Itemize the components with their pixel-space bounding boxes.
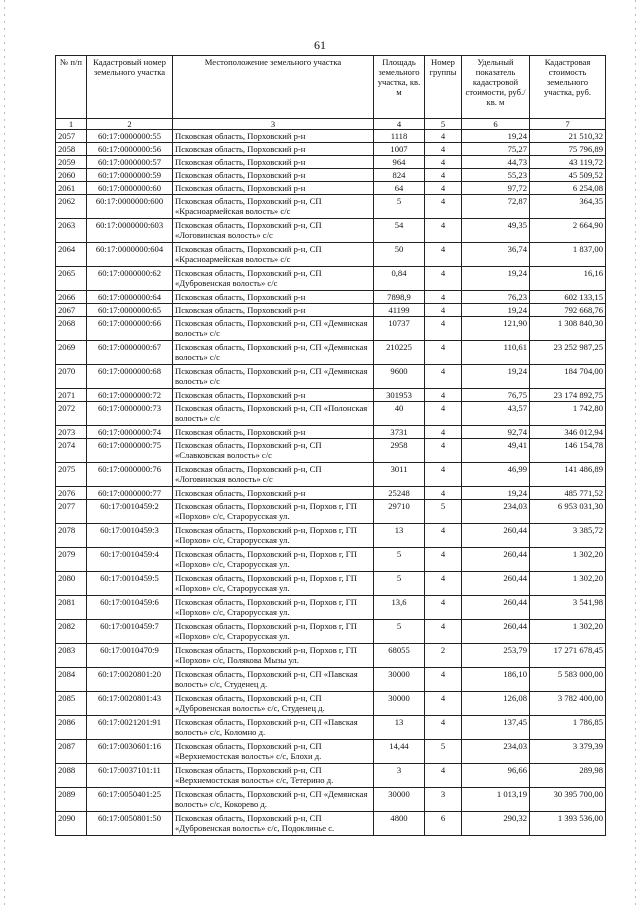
cadastral-cost: 17 271 678,45 xyxy=(530,644,606,668)
group-number: 6 xyxy=(425,812,462,836)
unit-value: 19,24 xyxy=(462,267,530,291)
table-row xyxy=(56,219,606,243)
header-area: Площадь земельного участка, кв. м xyxy=(374,56,425,119)
table-row xyxy=(56,291,606,304)
location: Псковская область, Порховский р-н, Порхов г, ГП «Порхов» с/с, Старорусская ул. xyxy=(173,524,374,548)
location: Псковская область, Порховский р-н xyxy=(173,130,374,143)
area: 2958 xyxy=(374,439,425,463)
area: 5 xyxy=(374,572,425,596)
table-row xyxy=(56,596,606,620)
cadastral-number: 60:17:0037101:11 xyxy=(87,764,173,788)
area: 0,84 xyxy=(374,267,425,291)
location: Псковская область, Порховский р-н, СП «Славковская волость» с/с xyxy=(173,439,374,463)
unit-value: 290,32 xyxy=(462,812,530,836)
row-number: 2064 xyxy=(56,243,87,267)
cadastral-number: 60:17:0000000:65 xyxy=(87,304,173,317)
row-number: 2057 xyxy=(56,130,87,143)
cadastral-number: 60:17:0000000:68 xyxy=(87,365,173,389)
cadastral-number: 60:17:0000000:77 xyxy=(87,487,173,500)
group-number: 4 xyxy=(425,620,462,644)
unit-value: 19,24 xyxy=(462,487,530,500)
table-row xyxy=(56,426,606,439)
row-number: 2071 xyxy=(56,389,87,402)
location: Псковская область, Порховский р-н, Порхов г, ГП «Порхов» с/с, Старорусская ул. xyxy=(173,620,374,644)
row-number: 2061 xyxy=(56,182,87,195)
group-number: 4 xyxy=(425,291,462,304)
unit-value: 72,87 xyxy=(462,195,530,219)
area: 40 xyxy=(374,402,425,426)
page-number: 61 xyxy=(314,38,326,52)
area: 4800 xyxy=(374,812,425,836)
cadastral-number: 60:17:0000000:74 xyxy=(87,426,173,439)
cadastral-cost: 23 252 987,25 xyxy=(530,341,606,365)
cadastral-number: 60:17:0010459:4 xyxy=(87,548,173,572)
area: 64 xyxy=(374,182,425,195)
table-row xyxy=(56,243,606,267)
cadastral-cost: 75 796,89 xyxy=(530,143,606,156)
cadastral-cost: 3 385,72 xyxy=(530,524,606,548)
cadastral-cost: 146 154,78 xyxy=(530,439,606,463)
unit-value: 49,35 xyxy=(462,219,530,243)
area: 3 xyxy=(374,764,425,788)
location: Псковская область, Порховский р-н, СП «Верхнемостская волость» с/с, Блохи д. xyxy=(173,740,374,764)
group-number: 4 xyxy=(425,304,462,317)
row-number: 2069 xyxy=(56,341,87,365)
unit-value: 234,03 xyxy=(462,740,530,764)
unit-value: 92,74 xyxy=(462,426,530,439)
cadastral-number: 60:17:0000000:600 xyxy=(87,195,173,219)
location: Псковская область, Порховский р-н, СП «Демянская волость» с/с xyxy=(173,317,374,341)
location: Псковская область, Порховский р-н xyxy=(173,169,374,182)
unit-value: 186,10 xyxy=(462,668,530,692)
row-number: 2083 xyxy=(56,644,87,668)
row-number: 2067 xyxy=(56,304,87,317)
table-header-row xyxy=(56,56,606,119)
area: 3011 xyxy=(374,463,425,487)
row-number: 2073 xyxy=(56,426,87,439)
cadastral-number: 60:17:0000000:59 xyxy=(87,169,173,182)
area: 5 xyxy=(374,548,425,572)
cadastral-number: 60:17:0010459:3 xyxy=(87,524,173,548)
location: Псковская область, Порховский р-н, СП «Демянская волость» с/с xyxy=(173,365,374,389)
group-number: 2 xyxy=(425,644,462,668)
group-number: 4 xyxy=(425,365,462,389)
row-number: 2074 xyxy=(56,439,87,463)
location: Псковская область, Порховский р-н, СП «Павская волость» с/с, Коломно д. xyxy=(173,716,374,740)
location: Псковская область, Порховский р-н, Порхов г, ГП «Порхов» с/с, Старорусская ул. xyxy=(173,548,374,572)
column-number: 1 xyxy=(56,119,87,130)
cadastral-number: 60:17:0000000:73 xyxy=(87,402,173,426)
group-number: 4 xyxy=(425,267,462,291)
unit-value: 44,73 xyxy=(462,156,530,169)
location: Псковская область, Порховский р-н, СП «Демянская волость» с/с xyxy=(173,341,374,365)
row-number: 2065 xyxy=(56,267,87,291)
cadastral-cost: 21 510,32 xyxy=(530,130,606,143)
group-number: 4 xyxy=(425,572,462,596)
location: Псковская область, Порховский р-н, СП «Логовинская волость» с/с xyxy=(173,219,374,243)
location: Псковская область, Порховский р-н, СП «Демянская волость» с/с, Кокорево д. xyxy=(173,788,374,812)
location: Псковская область, Порховский р-н xyxy=(173,156,374,169)
unit-value: 260,44 xyxy=(462,620,530,644)
group-number: 4 xyxy=(425,668,462,692)
unit-value: 260,44 xyxy=(462,524,530,548)
header-no: № п/п xyxy=(56,56,87,119)
cadastral-cost: 141 486,89 xyxy=(530,463,606,487)
location: Псковская область, Порховский р-н, СП «Дубровенская волость» с/с, Подоклинье с. xyxy=(173,812,374,836)
row-number: 2090 xyxy=(56,812,87,836)
location: Псковская область, Порховский р-н, СП «Дубровенская волость» с/с xyxy=(173,267,374,291)
table-row xyxy=(56,439,606,463)
row-number: 2084 xyxy=(56,668,87,692)
area: 5 xyxy=(374,620,425,644)
area: 41199 xyxy=(374,304,425,317)
column-number: 5 xyxy=(425,119,462,130)
area: 7898,9 xyxy=(374,291,425,304)
unit-value: 1 013,19 xyxy=(462,788,530,812)
unit-value: 126,08 xyxy=(462,692,530,716)
group-number: 4 xyxy=(425,692,462,716)
cadastral-cost: 3 782 400,00 xyxy=(530,692,606,716)
row-number: 2066 xyxy=(56,291,87,304)
cadastral-number: 60:17:0000000:76 xyxy=(87,463,173,487)
cadastral-table xyxy=(55,55,606,836)
table-row xyxy=(56,487,606,500)
group-number: 4 xyxy=(425,426,462,439)
area: 30000 xyxy=(374,788,425,812)
area: 964 xyxy=(374,156,425,169)
cadastral-number: 60:17:0050801:50 xyxy=(87,812,173,836)
table-row xyxy=(56,524,606,548)
cadastral-number: 60:17:0010459:7 xyxy=(87,620,173,644)
location: Псковская область, Порховский р-н, СП «Верхнемостская волость» с/с, Тетерино д. xyxy=(173,764,374,788)
cadastral-number: 60:17:0000000:72 xyxy=(87,389,173,402)
unit-value: 253,79 xyxy=(462,644,530,668)
area: 50 xyxy=(374,243,425,267)
table-row xyxy=(56,130,606,143)
unit-value: 76,75 xyxy=(462,389,530,402)
row-number: 2088 xyxy=(56,764,87,788)
cadastral-number: 60:17:0000000:62 xyxy=(87,267,173,291)
row-number: 2082 xyxy=(56,620,87,644)
cadastral-number: 60:17:0000000:64 xyxy=(87,291,173,304)
table-body xyxy=(56,130,606,836)
area: 25248 xyxy=(374,487,425,500)
unit-value: 43,57 xyxy=(462,402,530,426)
table-row xyxy=(56,620,606,644)
group-number: 4 xyxy=(425,716,462,740)
cadastral-number: 60:17:0050401:25 xyxy=(87,788,173,812)
location: Псковская область, Порховский р-н, СП «Дубровенская волость» с/с, Студенец д. xyxy=(173,692,374,716)
cadastral-cost: 30 395 700,00 xyxy=(530,788,606,812)
row-number: 2060 xyxy=(56,169,87,182)
cadastral-cost: 346 012,94 xyxy=(530,426,606,439)
group-number: 4 xyxy=(425,143,462,156)
table-row xyxy=(56,341,606,365)
unit-value: 49,41 xyxy=(462,439,530,463)
cadastral-cost: 1 742,80 xyxy=(530,402,606,426)
cadastral-number: 60:17:0030601:16 xyxy=(87,740,173,764)
location: Псковская область, Порховский р-н xyxy=(173,182,374,195)
cadastral-number: 60:17:0000000:67 xyxy=(87,341,173,365)
group-number: 4 xyxy=(425,243,462,267)
group-number: 4 xyxy=(425,463,462,487)
group-number: 4 xyxy=(425,439,462,463)
location: Псковская область, Порховский р-н, Порхов г, ГП «Порхов» с/с, Старорусская ул. xyxy=(173,500,374,524)
location: Псковская область, Порховский р-н, Порхов г, ГП «Порхов» с/с, Старорусская ул. xyxy=(173,596,374,620)
column-number: 4 xyxy=(374,119,425,130)
column-number-row xyxy=(56,119,606,130)
cadastral-number: 60:17:0010459:5 xyxy=(87,572,173,596)
table-row xyxy=(56,267,606,291)
cadastral-number: 60:17:0000000:603 xyxy=(87,219,173,243)
row-number: 2062 xyxy=(56,195,87,219)
cadastral-cost: 1 302,20 xyxy=(530,572,606,596)
cadastral-cost: 3 379,39 xyxy=(530,740,606,764)
location: Псковская область, Порховский р-н, СП «Красноармейская волость» с/с xyxy=(173,195,374,219)
unit-value: 121,90 xyxy=(462,317,530,341)
table-row xyxy=(56,463,606,487)
cadastral-cost: 1 302,20 xyxy=(530,620,606,644)
header-location: Местоположение земельного участка xyxy=(173,56,374,119)
cadastral-number: 60:17:0020801:43 xyxy=(87,692,173,716)
cadastral-cost: 602 133,15 xyxy=(530,291,606,304)
cadastral-cost: 289,98 xyxy=(530,764,606,788)
area: 9600 xyxy=(374,365,425,389)
row-number: 2089 xyxy=(56,788,87,812)
location: Псковская область, Порховский р-н xyxy=(173,426,374,439)
group-number: 4 xyxy=(425,389,462,402)
cadastral-number: 60:17:0010459:2 xyxy=(87,500,173,524)
row-number: 2085 xyxy=(56,692,87,716)
group-number: 4 xyxy=(425,764,462,788)
area: 29710 xyxy=(374,500,425,524)
cadastral-cost: 1 393 536,00 xyxy=(530,812,606,836)
row-number: 2058 xyxy=(56,143,87,156)
location: Псковская область, Порховский р-н xyxy=(173,143,374,156)
table-row xyxy=(56,716,606,740)
cadastral-cost: 6 953 031,30 xyxy=(530,500,606,524)
scan-edge-right xyxy=(635,0,636,905)
group-number: 4 xyxy=(425,596,462,620)
cadastral-number: 60:17:0020801:20 xyxy=(87,668,173,692)
location: Псковская область, Порховский р-н, СП «Красноармейская волость» с/с xyxy=(173,243,374,267)
cadastral-cost: 184 704,00 xyxy=(530,365,606,389)
area: 824 xyxy=(374,169,425,182)
group-number: 3 xyxy=(425,788,462,812)
table-row xyxy=(56,143,606,156)
location: Псковская область, Порховский р-н xyxy=(173,389,374,402)
table-row xyxy=(56,668,606,692)
unit-value: 19,24 xyxy=(462,130,530,143)
area: 68055 xyxy=(374,644,425,668)
row-number: 2077 xyxy=(56,500,87,524)
row-number: 2079 xyxy=(56,548,87,572)
area: 30000 xyxy=(374,668,425,692)
header-cadastral-number: Кадастровый номер земельного участка xyxy=(87,56,173,119)
table-row xyxy=(56,195,606,219)
row-number: 2086 xyxy=(56,716,87,740)
header-unit-value: Удельный показатель кадастровой стоимости, руб./кв. м xyxy=(462,56,530,119)
cadastral-number: 60:17:0000000:604 xyxy=(87,243,173,267)
cadastral-cost: 3 541,98 xyxy=(530,596,606,620)
area: 5 xyxy=(374,195,425,219)
table-row xyxy=(56,169,606,182)
location: Псковская область, Порховский р-н, Порхов г, ГП «Порхов» с/с, Полякова Мызы ул. xyxy=(173,644,374,668)
cadastral-cost: 364,35 xyxy=(530,195,606,219)
cadastral-number: 60:17:0010459:6 xyxy=(87,596,173,620)
location: Псковская область, Порховский р-н, СП «Логовинская волость» с/с xyxy=(173,463,374,487)
table-row xyxy=(56,812,606,836)
group-number: 4 xyxy=(425,219,462,243)
row-number: 2078 xyxy=(56,524,87,548)
area: 1118 xyxy=(374,130,425,143)
cadastral-cost: 1 837,00 xyxy=(530,243,606,267)
unit-value: 19,24 xyxy=(462,365,530,389)
scan-edge-left xyxy=(4,0,5,905)
header-group: Номер группы xyxy=(425,56,462,119)
row-number: 2070 xyxy=(56,365,87,389)
row-number: 2068 xyxy=(56,317,87,341)
group-number: 4 xyxy=(425,341,462,365)
group-number: 4 xyxy=(425,402,462,426)
group-number: 4 xyxy=(425,524,462,548)
unit-value: 137,45 xyxy=(462,716,530,740)
table-row xyxy=(56,365,606,389)
area: 13 xyxy=(374,524,425,548)
area: 14,44 xyxy=(374,740,425,764)
unit-value: 76,23 xyxy=(462,291,530,304)
group-number: 5 xyxy=(425,500,462,524)
cadastral-number: 60:17:0010470:9 xyxy=(87,644,173,668)
unit-value: 55,23 xyxy=(462,169,530,182)
unit-value: 75,27 xyxy=(462,143,530,156)
table-row xyxy=(56,304,606,317)
cadastral-number: 60:17:0000000:75 xyxy=(87,439,173,463)
group-number: 4 xyxy=(425,548,462,572)
table-row xyxy=(56,182,606,195)
area: 1007 xyxy=(374,143,425,156)
table-row xyxy=(56,692,606,716)
group-number: 4 xyxy=(425,317,462,341)
group-number: 4 xyxy=(425,195,462,219)
table-row xyxy=(56,764,606,788)
unit-value: 96,66 xyxy=(462,764,530,788)
header-cost: Кадастровая стоимость земельного участка, руб. xyxy=(530,56,606,119)
cadastral-cost: 23 174 892,75 xyxy=(530,389,606,402)
cadastral-number: 60:17:0000000:55 xyxy=(87,130,173,143)
unit-value: 260,44 xyxy=(462,572,530,596)
row-number: 2076 xyxy=(56,487,87,500)
unit-value: 110,61 xyxy=(462,341,530,365)
location: Псковская область, Порховский р-н, Порхов г, ГП «Порхов» с/с, Старорусская ул. xyxy=(173,572,374,596)
location: Псковская область, Порховский р-н xyxy=(173,304,374,317)
location: Псковская область, Порховский р-н, СП «Павская волость» с/с, Студенец д. xyxy=(173,668,374,692)
cadastral-cost: 5 583 000,00 xyxy=(530,668,606,692)
table-row xyxy=(56,317,606,341)
row-number: 2087 xyxy=(56,740,87,764)
area: 301953 xyxy=(374,389,425,402)
group-number: 5 xyxy=(425,740,462,764)
cadastral-cost: 792 668,76 xyxy=(530,304,606,317)
cadastral-cost: 2 664,90 xyxy=(530,219,606,243)
group-number: 4 xyxy=(425,487,462,500)
unit-value: 97,72 xyxy=(462,182,530,195)
row-number: 2072 xyxy=(56,402,87,426)
cadastral-cost: 45 509,52 xyxy=(530,169,606,182)
column-number: 7 xyxy=(530,119,606,130)
cadastral-cost: 1 302,20 xyxy=(530,548,606,572)
cadastral-cost: 1 786,85 xyxy=(530,716,606,740)
group-number: 4 xyxy=(425,169,462,182)
location: Псковская область, Порховский р-н, СП «Полонская волость» с/с xyxy=(173,402,374,426)
area: 13 xyxy=(374,716,425,740)
cadastral-number: 60:17:0000000:57 xyxy=(87,156,173,169)
table-row xyxy=(56,548,606,572)
area: 13,6 xyxy=(374,596,425,620)
unit-value: 19,24 xyxy=(462,304,530,317)
cadastral-cost: 6 254,08 xyxy=(530,182,606,195)
table-row xyxy=(56,644,606,668)
table-row xyxy=(56,402,606,426)
cadastral-number: 60:17:0000000:66 xyxy=(87,317,173,341)
area: 210225 xyxy=(374,341,425,365)
cadastral-number: 60:17:0000000:56 xyxy=(87,143,173,156)
table-row xyxy=(56,500,606,524)
table-row xyxy=(56,156,606,169)
table-row xyxy=(56,389,606,402)
group-number: 4 xyxy=(425,182,462,195)
row-number: 2075 xyxy=(56,463,87,487)
table-row xyxy=(56,740,606,764)
column-number: 6 xyxy=(462,119,530,130)
cadastral-number: 60:17:0021201:91 xyxy=(87,716,173,740)
column-number: 2 xyxy=(87,119,173,130)
unit-value: 46,99 xyxy=(462,463,530,487)
location: Псковская область, Порховский р-н xyxy=(173,291,374,304)
group-number: 4 xyxy=(425,130,462,143)
group-number: 4 xyxy=(425,156,462,169)
location: Псковская область, Порховский р-н xyxy=(173,487,374,500)
area: 10737 xyxy=(374,317,425,341)
cadastral-number: 60:17:0000000:60 xyxy=(87,182,173,195)
unit-value: 234,03 xyxy=(462,500,530,524)
cadastral-cost: 43 119,72 xyxy=(530,156,606,169)
unit-value: 260,44 xyxy=(462,548,530,572)
cadastral-cost: 485 771,52 xyxy=(530,487,606,500)
row-number: 2081 xyxy=(56,596,87,620)
table-row xyxy=(56,788,606,812)
unit-value: 36,74 xyxy=(462,243,530,267)
cadastral-cost: 16,16 xyxy=(530,267,606,291)
row-number: 2080 xyxy=(56,572,87,596)
area: 3731 xyxy=(374,426,425,439)
row-number: 2059 xyxy=(56,156,87,169)
area: 54 xyxy=(374,219,425,243)
cadastral-cost: 1 308 840,30 xyxy=(530,317,606,341)
column-number: 3 xyxy=(173,119,374,130)
table-row xyxy=(56,572,606,596)
area: 30000 xyxy=(374,692,425,716)
row-number: 2063 xyxy=(56,219,87,243)
unit-value: 260,44 xyxy=(462,596,530,620)
